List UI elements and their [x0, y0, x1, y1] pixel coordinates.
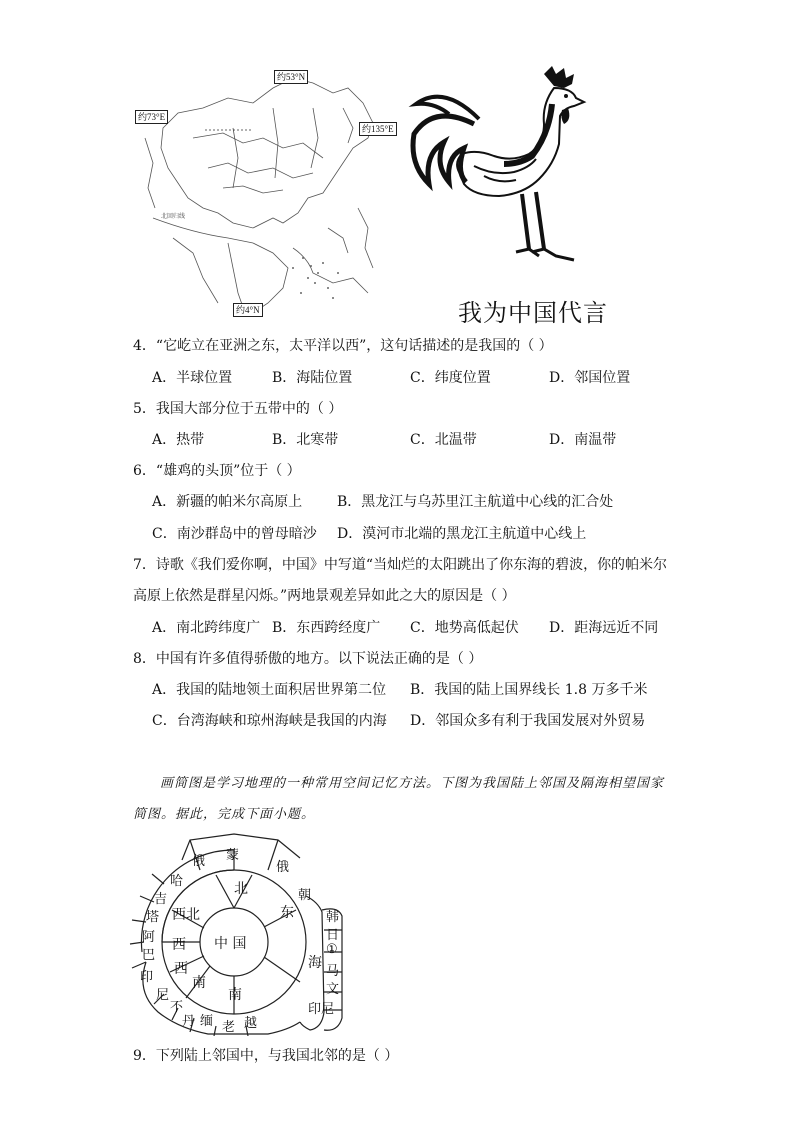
- outer-yinni: 印尼: [308, 1002, 335, 1017]
- rooster-illustration: [404, 64, 604, 278]
- question-8-option-d: D．邻国众多有利于我国发展对外贸易: [410, 713, 646, 729]
- rooster-caption: 我为中国代言: [458, 299, 608, 327]
- question-5-option-a: A．热带: [152, 432, 205, 448]
- middle-southwest-2: 南: [192, 975, 206, 991]
- outer-bu: 不: [170, 1000, 184, 1015]
- outer-dan: 丹: [182, 1014, 196, 1029]
- middle-southwest-1: 西: [174, 961, 188, 977]
- outer-ri: 日: [326, 928, 340, 943]
- intro-line-1: 画简图是学习地理的一种常用空间记忆方法。下图为我国陆上邻国及隔海相望国家: [160, 776, 665, 791]
- question-7-stem-cont: 高原上依然是群星闪烁。”两地景观差异如此之大的原因是（ ）: [133, 588, 516, 604]
- intro-line-2: 简图。据此，完成下面小题。: [133, 807, 316, 822]
- question-7-option-c: C．地势高低起伏: [410, 620, 519, 636]
- outer-meng: 蒙: [226, 848, 240, 863]
- question-7-stem: 7．诗歌《我们爱你啊，中国》中写道“当灿烂的太阳跳出了你东海的碧波，你的帕米尔: [133, 557, 668, 573]
- outer-yin: 印: [140, 970, 154, 985]
- outer-chao: 朝: [298, 888, 312, 903]
- question-8-option-b: B．我国的陆上国界线长 1.8 万多千米: [410, 682, 648, 698]
- question-6-option-a: A．新疆的帕米尔高原上: [152, 494, 303, 510]
- outer-e1: 俄: [192, 854, 206, 869]
- outer-wen: 文: [326, 982, 340, 997]
- middle-east: 东: [280, 905, 294, 921]
- outer-lao: 老: [222, 1020, 236, 1035]
- rooster-figure: [404, 64, 604, 278]
- outer-mian: 缅: [200, 1014, 214, 1029]
- outer-ta: 塔: [146, 910, 160, 925]
- china-map-figure: [133, 68, 401, 322]
- map-label-east: 约135°E: [359, 122, 397, 136]
- question-5-option-b: B．北寒带: [272, 432, 339, 448]
- question-5-stem: 5．我国大部分位于五带中的（ ）: [133, 401, 343, 417]
- outer-ba: 巴: [142, 948, 156, 963]
- question-5-option-d: D．南温带: [549, 432, 617, 448]
- map-label-west: 约73°E: [135, 110, 168, 124]
- outer-ni: 尼: [156, 988, 170, 1003]
- question-4-option-d: D．邻国位置: [549, 370, 631, 386]
- question-4-option-b: B．海陆位置: [272, 370, 353, 386]
- map-label-south: 约4°N: [233, 303, 263, 317]
- middle-northwest: 西北: [172, 907, 200, 923]
- question-6-option-d: D．漠河市北端的黑龙江主航道中心线上: [337, 526, 587, 542]
- question-5-option-c: C．北温带: [410, 432, 477, 448]
- question-4-stem: 4．“它屹立在亚洲之东，太平洋以西”，这句话描述的是我国的（ ）: [133, 338, 553, 354]
- question-7-option-b: B．东西跨经度广: [272, 620, 381, 636]
- outer-ma: 马: [326, 964, 340, 979]
- question-8-option-c: C．台湾海峡和琼州海峡是我国的内海: [152, 713, 387, 729]
- center-label: 中 国: [214, 936, 247, 952]
- question-6-option-b: B．黑龙江与乌苏里江主航道中心线的汇合处: [337, 494, 614, 510]
- question-7-option-d: D．距海远近不同: [549, 620, 659, 636]
- question-6-stem: 6．“雄鸡的头顶”位于（ ）: [133, 463, 301, 479]
- outer-circ: ①: [326, 942, 338, 957]
- middle-west: 西: [172, 937, 186, 953]
- outer-e2: 俄: [276, 860, 290, 875]
- question-8-option-a: A．我国的陆地领土面积居世界第二位: [152, 682, 387, 698]
- neighbors-diagram: [128, 832, 368, 1036]
- outer-han: 韩: [326, 910, 340, 925]
- china-map-outline: [133, 68, 401, 322]
- map-label-north: 约53°N: [274, 70, 308, 84]
- outer-a: 阿: [142, 930, 156, 945]
- middle-sea: 海: [308, 955, 322, 971]
- question-7-option-a: A．南北跨纬度广: [152, 620, 261, 636]
- outer-ha: 哈: [170, 874, 184, 889]
- middle-north: 北: [234, 881, 248, 897]
- question-8-stem: 8．中国有许多值得骄傲的地方。以下说法正确的是（ ）: [133, 651, 483, 667]
- question-4-option-a: A．半球位置: [152, 370, 233, 386]
- outer-yue: 越: [244, 1016, 258, 1031]
- question-4-option-c: C．纬度位置: [410, 370, 491, 386]
- middle-south: 南: [228, 987, 242, 1003]
- tropic-label: 北回归线: [161, 213, 186, 220]
- question-6-option-c: C．南沙群岛中的曾母暗沙: [152, 526, 317, 542]
- question-9-stem: 9．下列陆上邻国中，与我国北邻的是（ ）: [133, 1048, 399, 1064]
- outer-ji: 吉: [154, 892, 168, 907]
